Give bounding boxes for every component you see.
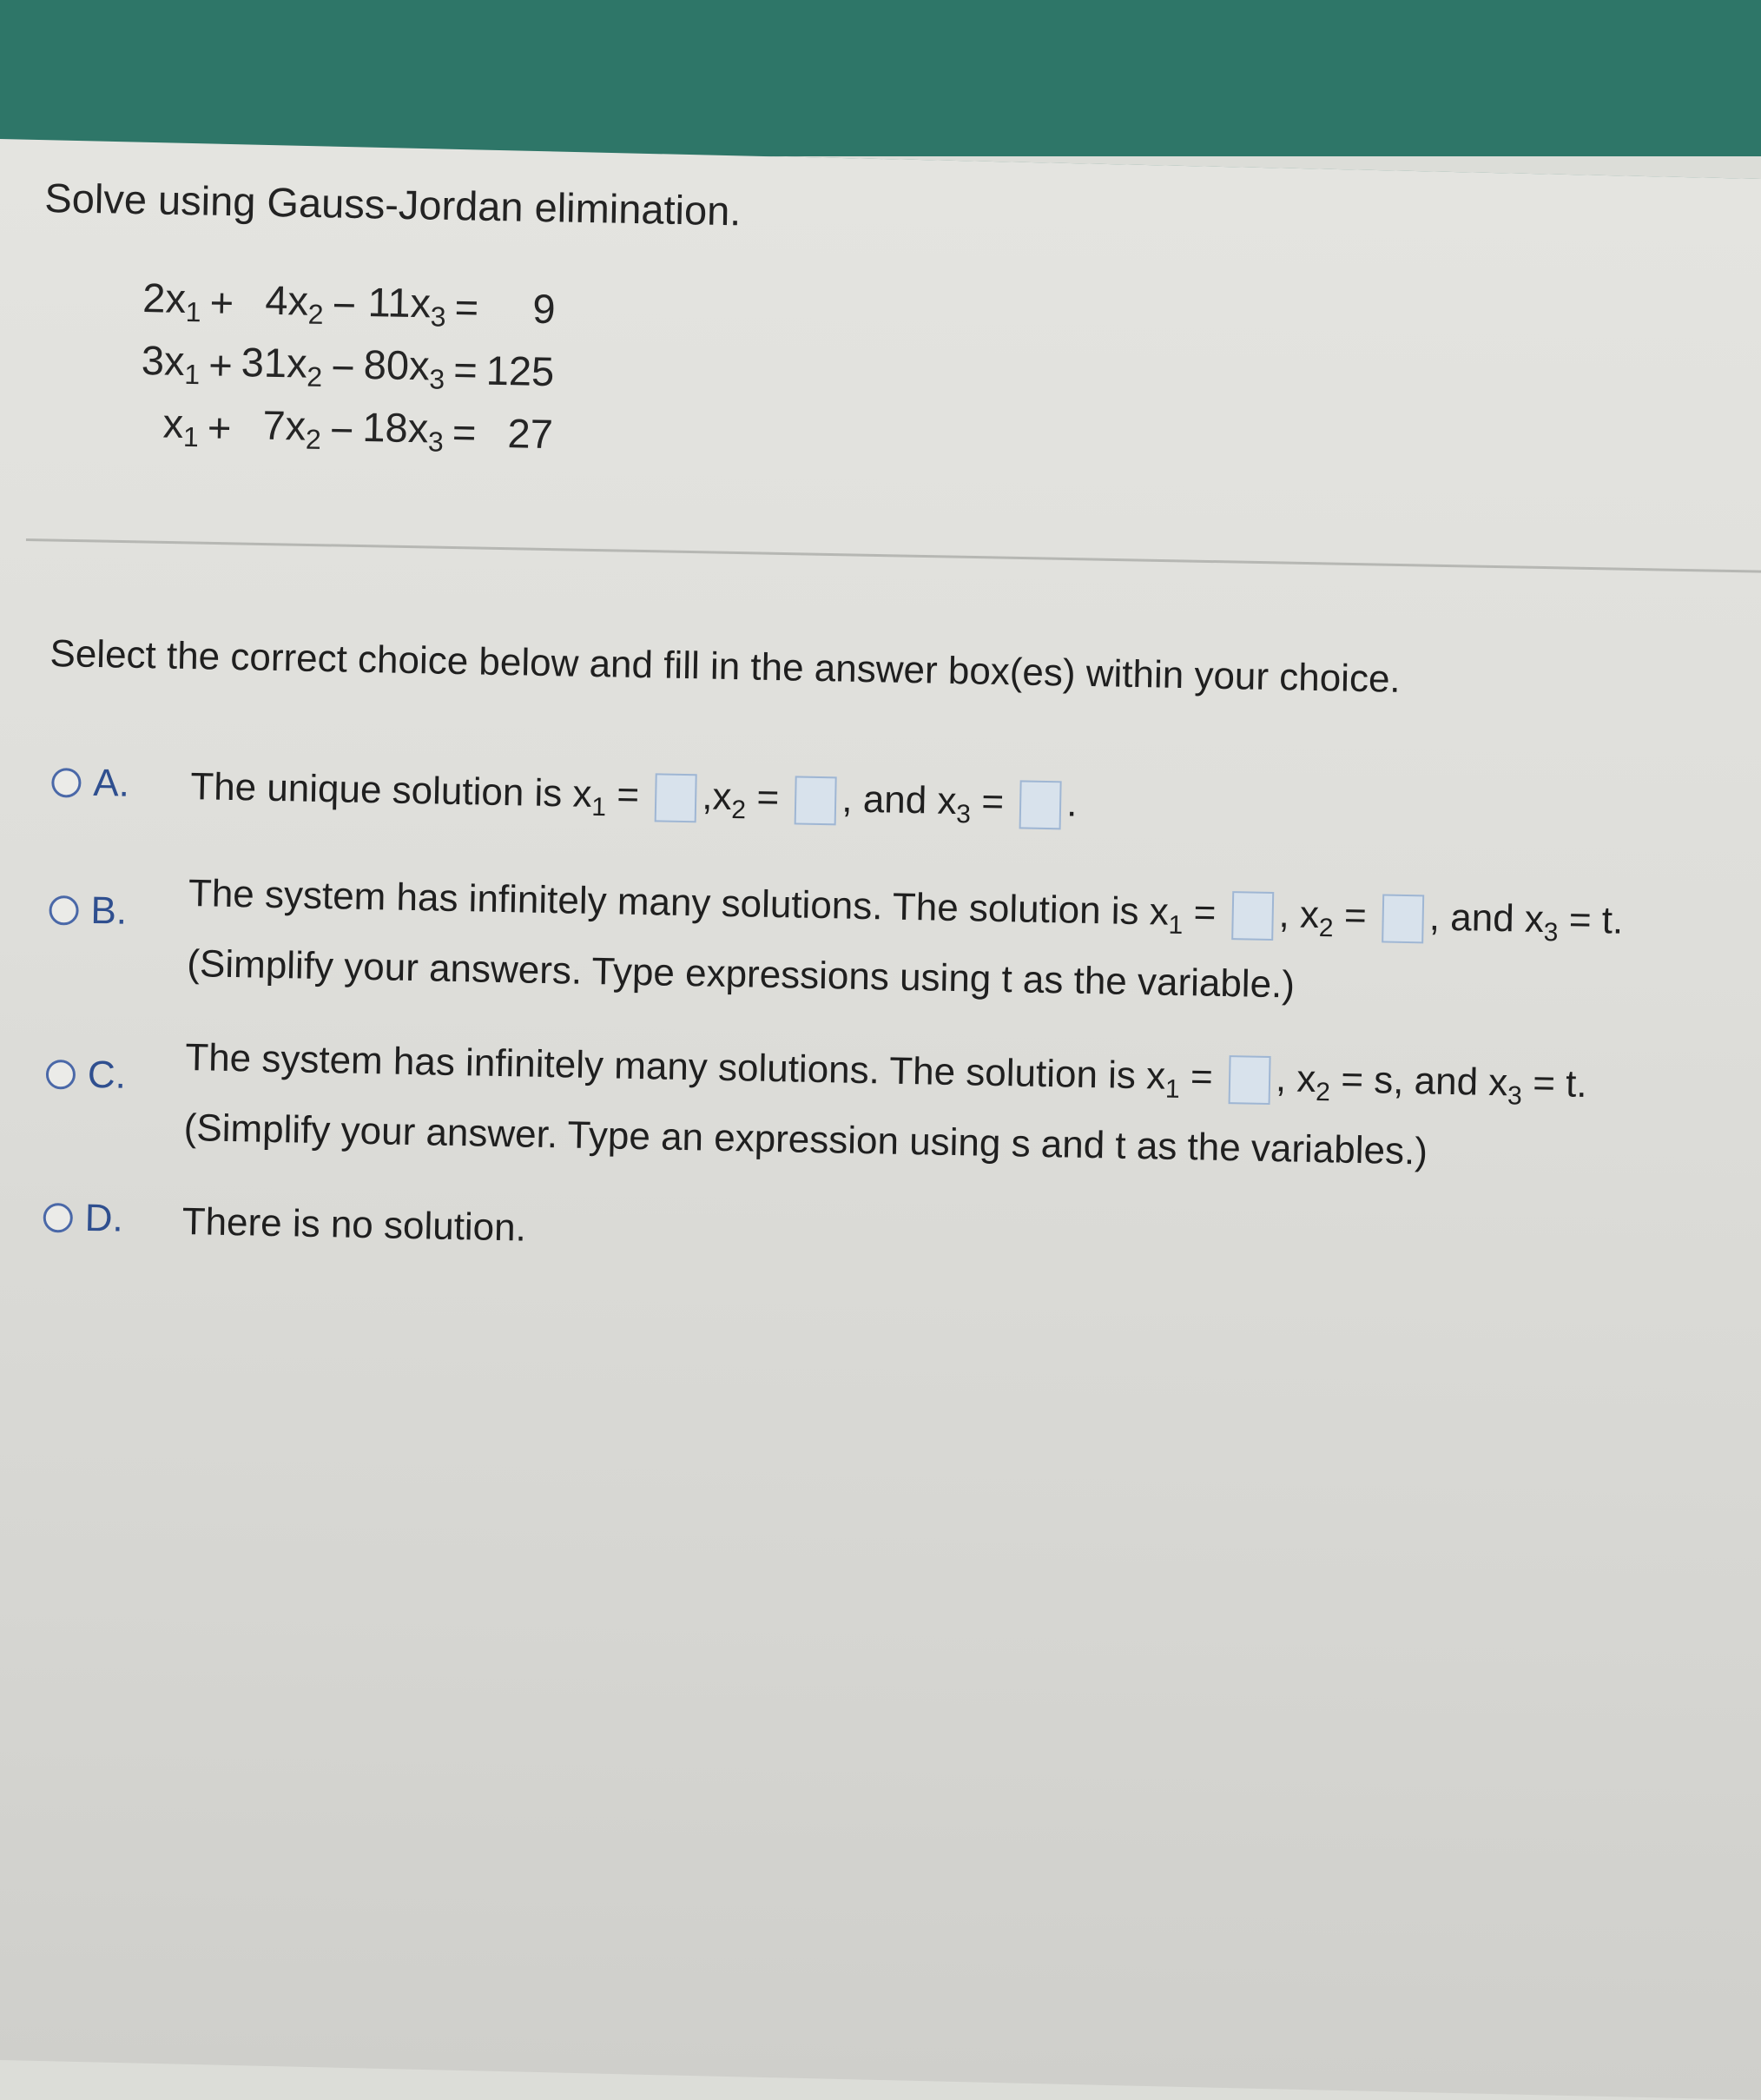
term-x2: $4x_2$	[264, 276, 324, 330]
choice-a-text: The unique solution is $x_1 = ,x_2$ = , and $x_3$ = .	[189, 765, 1078, 829]
operator: +	[209, 278, 234, 326]
answer-box-x1[interactable]	[655, 773, 697, 822]
choice-c-radio[interactable]	[46, 1060, 76, 1090]
choice-d-text: There is no solution.	[181, 1199, 527, 1250]
choice-d-radio[interactable]	[43, 1203, 73, 1233]
answer-box-x2[interactable]	[1382, 894, 1424, 943]
choice-b[interactable]	[48, 862, 1734, 1022]
choice-c-note: (Simplify your answer. Type an expression using s and t as the variables.)	[183, 1106, 1428, 1173]
answer-choices	[42, 756, 1736, 1317]
answer-box-x3[interactable]	[1019, 780, 1062, 829]
term-x3: $80x_3$	[363, 340, 445, 395]
choice-b-radio[interactable]	[49, 895, 79, 926]
choice-a-radio[interactable]	[51, 768, 82, 798]
term-x1: $2x_1$	[142, 274, 201, 328]
equals-sign: =	[452, 346, 478, 393]
operator: +	[207, 403, 232, 451]
right-hand-side: 125	[485, 347, 555, 394]
equation-row	[140, 394, 563, 465]
term-x1: $x_1$	[162, 400, 200, 453]
choice-a-letter: A.	[92, 761, 130, 805]
term-x3: $11x_3$	[367, 278, 446, 333]
equation-row	[141, 332, 564, 402]
equals-sign: =	[452, 408, 477, 455]
answer-box-x1[interactable]	[1228, 1055, 1270, 1105]
operator: −	[329, 406, 354, 453]
choice-c-text: The system has infinitely many solutions. The solution is $x_1$ = , $x_2 = s$, and $x_3 = t$. (Simplify your answer. Type an expression using s and t as the variables.)	[183, 1029, 1587, 1184]
choice-d-letter: D.	[84, 1196, 124, 1240]
choice-c-letter: C.	[87, 1053, 127, 1097]
equation-system	[140, 269, 564, 465]
right-hand-side: 9	[531, 285, 557, 332]
header-bar	[0, 0, 1761, 156]
answer-box-x2[interactable]	[795, 776, 837, 825]
term-x2: $7x_2$	[262, 401, 322, 455]
equation-row	[142, 269, 565, 340]
choice-c[interactable]	[44, 1027, 1731, 1186]
choice-b-letter: B.	[90, 888, 128, 933]
term-x3: $18x_3$	[361, 403, 445, 458]
operator: +	[208, 340, 234, 388]
choice-b-text: The system has infinitely many solutions. The solution is $x_1$ = , $x_2$ = , and $x_3 = t$. (Simplify your answers. Type expressions using t as the variable.)	[187, 865, 1624, 1020]
operator: −	[330, 343, 356, 391]
answer-box-x1[interactable]	[1231, 891, 1274, 941]
term-x2: $31x_2$	[241, 339, 323, 393]
choice-b-note: (Simplify your answers. Type expressions using t as the variable.)	[186, 942, 1296, 1007]
right-hand-side: 27	[507, 409, 554, 457]
question-prompt: Solve using Gauss-Jordan elimination.	[43, 174, 742, 234]
instruction-text: Select the correct choice below and fill in the answer box(es) within your choice.	[49, 632, 1402, 701]
operator: −	[332, 281, 357, 328]
term-x1: $3x_1$	[141, 336, 201, 391]
choice-d[interactable]	[43, 1191, 1728, 1280]
equals-sign: =	[454, 283, 479, 330]
